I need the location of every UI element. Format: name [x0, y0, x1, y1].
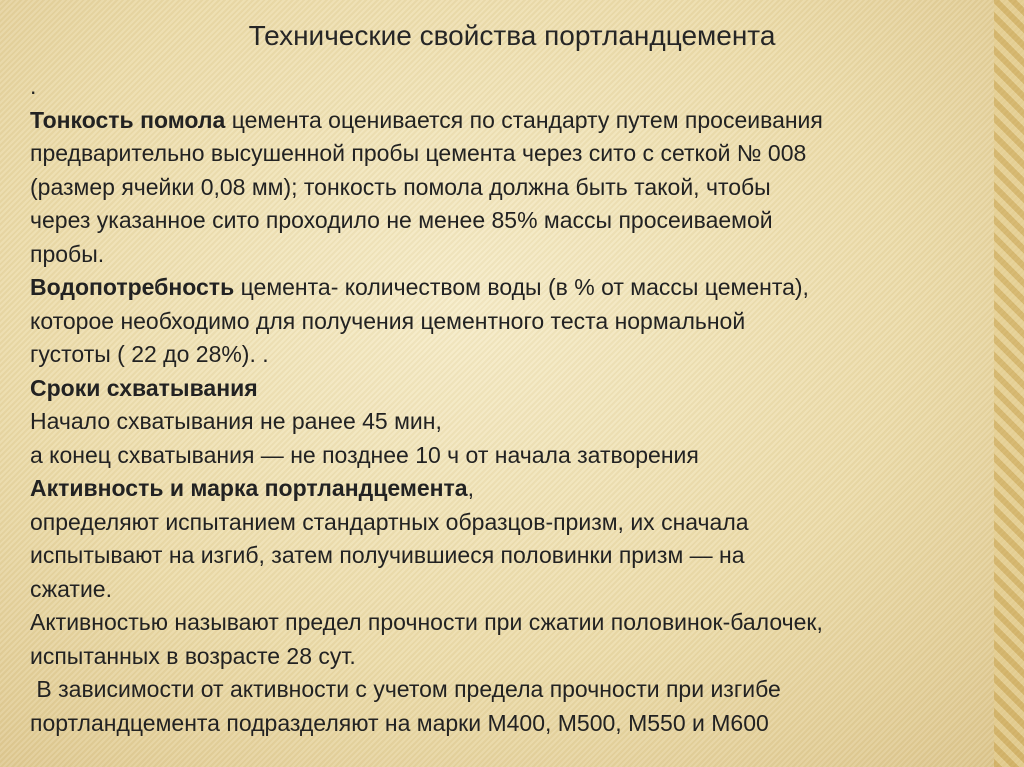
slide-title: Технические свойства портландцемента [248, 20, 776, 51]
slide-body [30, 70, 990, 740]
setting-time-term: Сроки схватывания [30, 374, 258, 401]
activity-term-suffix: , [467, 475, 474, 501]
activity-line-5: испытанных в возрасте 28 сут. [30, 642, 356, 669]
fineness-line-2: предварительно высушенной пробы цемента через сито с сеткой № 008 [30, 140, 807, 166]
water-demand-line-1 [30, 271, 990, 305]
water-demand-text-1: цемента- количеством воды (в % от массы цемента), [234, 274, 809, 300]
setting-time-line-1: Начало схватывания не ранее 45 мин, [30, 408, 442, 434]
fineness-line-3: (размер ячейки 0,08 мм); тонкость помола должна быть такой, чтобы [30, 173, 771, 200]
fineness-line-5: пробы. [30, 240, 105, 267]
setting-time-line-2: а конец схватывания — не позднее 10 ч от начала затворения [30, 441, 699, 468]
water-demand-term: Водопотребность [30, 274, 235, 300]
activity-heading [30, 472, 990, 506]
fineness-line-1 [30, 104, 990, 138]
fineness-line-4: через указанное сито проходило не менее 85% массы просеиваемой [30, 207, 773, 233]
activity-line-7: портландцемента подразделяют на марки М400, М500, М550 и М600 [30, 709, 769, 736]
water-demand-line-3: густоты ( 22 до 28%). . [30, 341, 269, 367]
fineness-term: Тонкость помола [30, 106, 226, 133]
activity-term: Активность и марка портландцемента [30, 475, 468, 501]
activity-line-2: испытывают на изгиб, затем получившиеся половинки призм — на [30, 542, 745, 568]
setting-time-heading [30, 372, 990, 406]
decorative-stripe-band [994, 0, 1024, 767]
water-demand-line-2: которое необходимо для получения цементного теста нормальной [30, 307, 746, 334]
activity-line-4: Активностью называют предел прочности при сжатии половинок-балочек, [30, 609, 823, 635]
activity-line-1: определяют испытанием стандартных образцов-призм, их сначала [30, 508, 749, 535]
activity-line-6: В зависимости от активности с учетом предела прочности при изгибе [30, 676, 781, 702]
fineness-text-1: цемента оценивается по стандарту путем просеивания [225, 106, 823, 133]
lead-dot: . [30, 73, 37, 99]
activity-line-3: сжатие. [30, 575, 112, 602]
